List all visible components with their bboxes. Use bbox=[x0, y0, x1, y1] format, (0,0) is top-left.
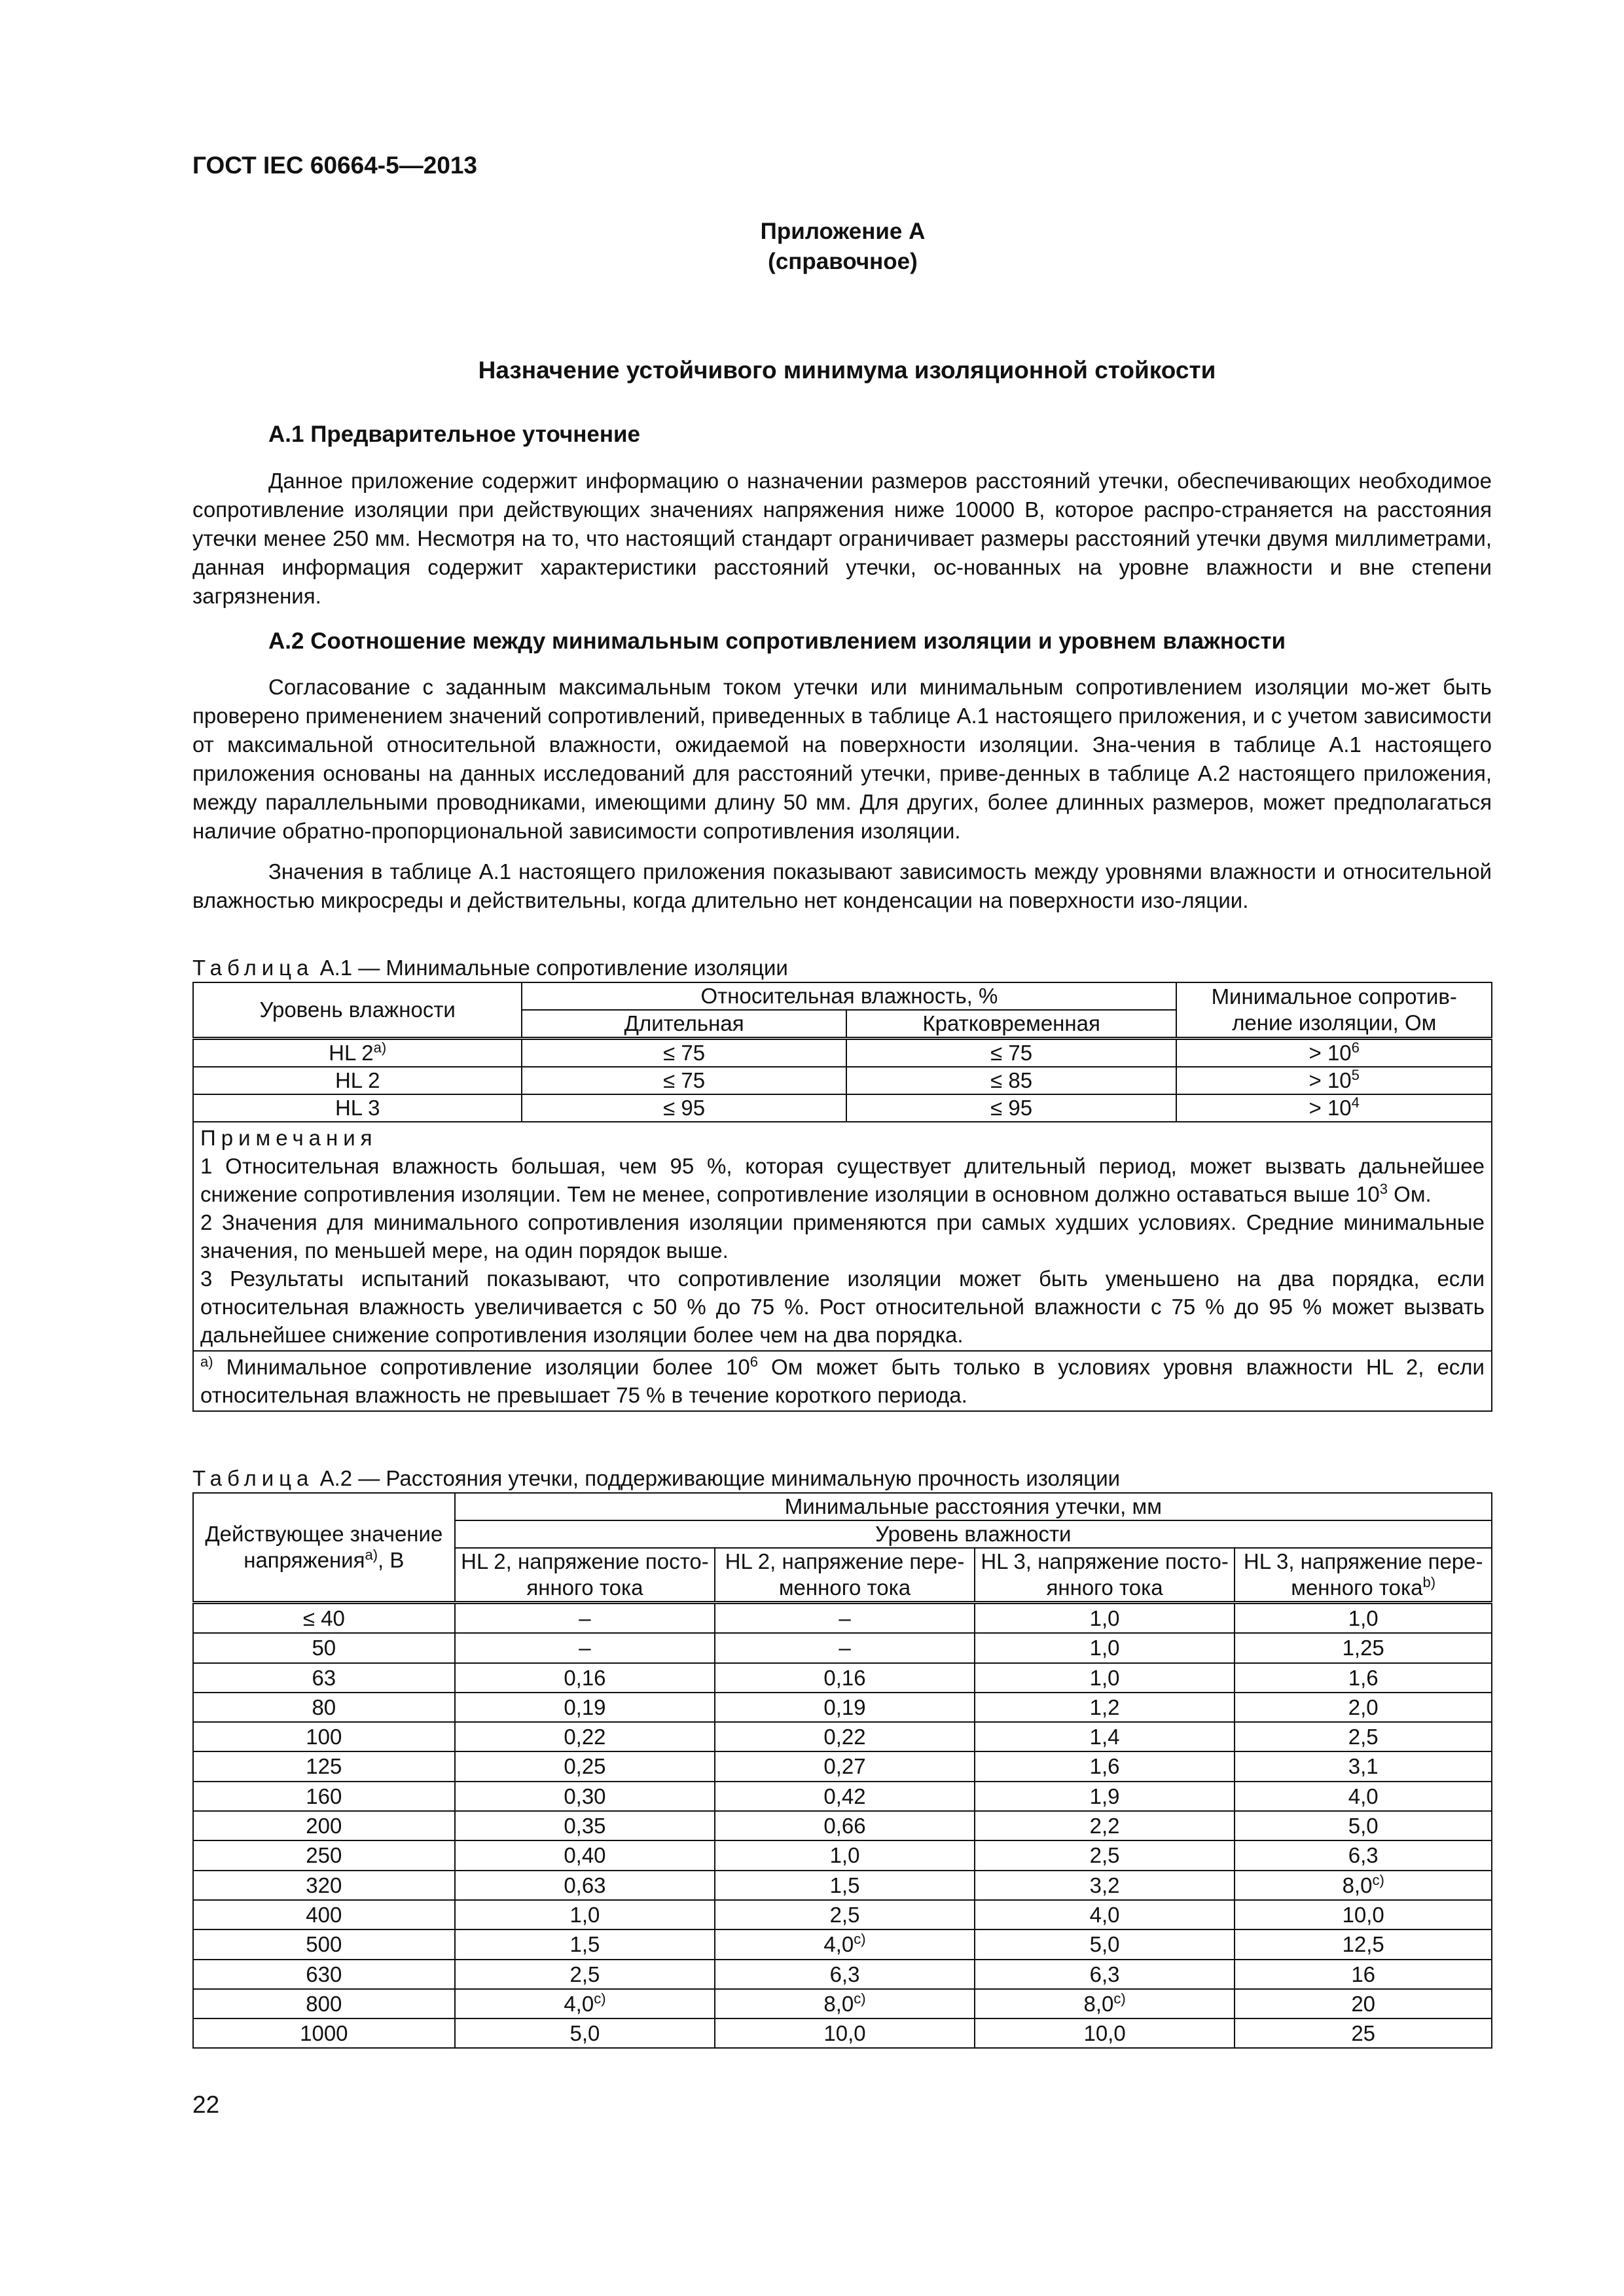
table-a2-body bbox=[193, 1603, 1492, 2049]
table-cell: 0,16 bbox=[455, 1663, 715, 1693]
table-cell: – bbox=[455, 1603, 715, 1634]
table-cell: 1,5 bbox=[455, 1929, 715, 1959]
table-cell: 16 bbox=[1235, 1960, 1492, 1989]
table-row bbox=[193, 1693, 1492, 1722]
table-cell: 1,0 bbox=[975, 1603, 1235, 1634]
table-cell: 0,63 bbox=[455, 1871, 715, 1900]
table-row bbox=[193, 2018, 1492, 2048]
table-cell: > $10^5$ bbox=[1176, 1067, 1492, 1094]
table-cell: 2,5 bbox=[975, 1840, 1235, 1870]
footnote-mark: а) bbox=[373, 1039, 387, 1056]
table-cell: ≤ 40 bbox=[193, 1603, 455, 1634]
table-a1-footnote-row bbox=[193, 1351, 1492, 1411]
table-row bbox=[193, 1782, 1492, 1811]
table-cell: 5,0 bbox=[975, 1929, 1235, 1959]
table-row bbox=[193, 1900, 1492, 1929]
table-cell: 25 bbox=[1235, 2018, 1492, 2048]
table-a2-header-c2: HL 2, напряжение пере-менного тока bbox=[715, 1548, 975, 1603]
table-a2-caption-text: А.2 — Расстояния утечки, поддерживающие минимальную прочность изоляции bbox=[319, 1466, 1121, 1490]
table-cell: HL 3 bbox=[193, 1094, 522, 1122]
table-cell: 8,0$^{c)}$ bbox=[1235, 1871, 1492, 1900]
appendix-label: Приложение А bbox=[760, 219, 926, 244]
table-a1-header-short: Кратковременная bbox=[846, 1010, 1177, 1039]
table-cell: ≤ 75 bbox=[522, 1067, 846, 1094]
table-a1 bbox=[192, 982, 1492, 1412]
table-cell: 2,0 bbox=[1235, 1693, 1492, 1722]
table-cell: ≤ 75 bbox=[846, 1039, 1177, 1067]
table-a2-header-c3: HL 3, напряжение посто-янного тока bbox=[975, 1548, 1235, 1603]
table-cell: 10,0 bbox=[715, 2018, 975, 2048]
table-row bbox=[193, 1871, 1492, 1900]
table-cell: 8,0$^{c)}$ bbox=[975, 1989, 1235, 2018]
table-row bbox=[193, 1633, 1492, 1662]
table-a1-caption-text: А.1 — Минимальные сопротивление изоляции bbox=[319, 956, 788, 980]
table-row bbox=[193, 1067, 1492, 1094]
table-cell: 0,40 bbox=[455, 1840, 715, 1870]
table-row bbox=[193, 1929, 1492, 1959]
table-a2-header-c1: HL 2, напряжение посто-янного тока bbox=[455, 1548, 715, 1603]
table-cell: 1,6 bbox=[1235, 1663, 1492, 1693]
table-cell: 3,1 bbox=[1235, 1751, 1492, 1781]
table-cell: 160 bbox=[193, 1782, 455, 1811]
section-a2-paragraph-2: Значения в таблице А.1 настоящего приложения показывают зависимость между уровнями влажности и относительной влажностью микросреды и действительны, когда длительно нет конденсации на поверхности изо-ляции. bbox=[192, 859, 1492, 912]
table-cell: – bbox=[455, 1633, 715, 1662]
table-row bbox=[193, 1811, 1492, 1840]
table-cell: 0,66 bbox=[715, 1811, 975, 1840]
note-2: 2 Значения для минимального сопротивления изоляции применяются при самых худших условиях. Средние минимальные значения, по меньшей мере, на один порядок выше. bbox=[200, 1210, 1485, 1263]
table-a1-header-rh: Относительная влажность, % bbox=[522, 982, 1176, 1010]
table-cell: 10,0 bbox=[1235, 1900, 1492, 1929]
table-cell: 80 bbox=[193, 1693, 455, 1722]
table-cell: ≤ 95 bbox=[846, 1094, 1177, 1122]
table-cell: 8,0$^{c)}$ bbox=[715, 1989, 975, 2018]
table-a1-caption bbox=[192, 956, 788, 980]
table-cell: 1,0 bbox=[1235, 1603, 1492, 1634]
table-cell: 0,35 bbox=[455, 1811, 715, 1840]
table-row bbox=[193, 1039, 1492, 1067]
table-cell: 0,16 bbox=[715, 1663, 975, 1693]
table-cell: 5,0 bbox=[455, 2018, 715, 2048]
table-a1-header-min-res: Минимальное сопротив-ление изоляции, Ом bbox=[1176, 982, 1492, 1039]
table-row bbox=[193, 1751, 1492, 1781]
appendix-type: (справочное) bbox=[768, 249, 918, 274]
notes-title: Примечания bbox=[200, 1126, 378, 1150]
table-cell: 3,2 bbox=[975, 1871, 1235, 1900]
appendix-title: Назначение устойчивого минимума изоляционной стойкости bbox=[478, 357, 1216, 384]
table-cell: 1,5 bbox=[715, 1871, 975, 1900]
table-cell: 500 bbox=[193, 1929, 455, 1959]
table-cell: – bbox=[715, 1603, 975, 1634]
section-a1-title: А.1 Предварительное уточнение bbox=[268, 422, 641, 447]
table-cell: 5,0 bbox=[1235, 1811, 1492, 1840]
table-cell: 0,22 bbox=[715, 1722, 975, 1751]
table-cell: 1,2 bbox=[975, 1693, 1235, 1722]
table-cell: 6,3 bbox=[715, 1960, 975, 1989]
table-cell: 1000 bbox=[193, 2018, 455, 2048]
document-code: ГОСТ IEC 60664-5—2013 bbox=[192, 152, 478, 179]
table-a1-header-row-1 bbox=[193, 982, 1492, 1010]
table-a1-notes bbox=[193, 1122, 1492, 1351]
table-cell: 4,0$^{c)}$ bbox=[455, 1989, 715, 2018]
footnote-mark: а) bbox=[200, 1354, 213, 1370]
table-cell: HL $2^{а)}$ bbox=[193, 1039, 522, 1067]
table-cell: 400 bbox=[193, 1900, 455, 1929]
table-cell: 320 bbox=[193, 1871, 455, 1900]
table-cell: HL 2 bbox=[193, 1067, 522, 1094]
note-1: 1 Относительная влажность большая, чем 95 %, которая существует длительный период, может вызвать дальнейшее снижение сопротивления изоляции. Тем не менее, сопротивление изоляции в основном должно оставаться выше $10^3$ Ом. bbox=[200, 1154, 1485, 1206]
table-cell: 6,3 bbox=[1235, 1840, 1492, 1870]
table-cell: 1,0 bbox=[975, 1663, 1235, 1693]
section-a1-paragraph: Данное приложение содержит информацию о назначении размеров расстояний утечки, обеспечивающих необходимое сопротивление изоляции при действующих значениях напряжения ниже 10000 В, которое распро-страняется на расстояния утечки менее 250 мм. Несмотря на то, что настоящий стандарт ограничивает размеры расстояний утечки двумя миллиметрами, данная информация содержит характеристики расстояний утечки, ос-нованных на уровне влажности и вне степени загрязнения. bbox=[192, 469, 1492, 608]
table-cell: 2,2 bbox=[975, 1811, 1235, 1840]
table-cell: > $10^6$ bbox=[1176, 1039, 1492, 1067]
table-cell: – bbox=[715, 1633, 975, 1662]
table-row bbox=[193, 1094, 1492, 1122]
table-cell: 0,22 bbox=[455, 1722, 715, 1751]
table-cell: 1,0 bbox=[455, 1900, 715, 1929]
table-a2-header-voltage: Действующее значение напряжения$^{а)}$, В bbox=[193, 1493, 455, 1603]
table-a2-caption-word: Таблица bbox=[192, 1466, 314, 1490]
table-row bbox=[193, 1840, 1492, 1870]
table-cell: 1,0 bbox=[715, 1840, 975, 1870]
table-row bbox=[193, 1989, 1492, 2018]
table-a1-caption-word: Таблица bbox=[192, 956, 314, 980]
table-row bbox=[193, 1603, 1492, 1634]
table-cell: 630 bbox=[193, 1960, 455, 1989]
table-cell: 0,19 bbox=[715, 1693, 975, 1722]
table-cell: 200 bbox=[193, 1811, 455, 1840]
table-cell: 1,9 bbox=[975, 1782, 1235, 1811]
note-3: 3 Результаты испытаний показывают, что сопротивление изоляции может быть уменьшено на два порядка, если относительная влажность увеличивается с 50 % до 75 %. Рост относительной влажности с 75 % до 95 % может вызвать дальнейшее снижение сопротивления изоляции более чем на два порядка. bbox=[200, 1266, 1485, 1347]
table-cell: ≤ 95 bbox=[522, 1094, 846, 1122]
table-cell: 0,27 bbox=[715, 1751, 975, 1781]
section-a2-paragraph-1: Согласование с заданным максимальным током утечки или минимальным сопротивлением изоляции мо-жет быть проверено применением значений сопротивлений, приведенных в таблице А.1 настоящего приложения, и с учетом зависимости от максимальной относительной влажности, ожидаемой на поверхности изоляции. Зна-чения в таблице А.1 настоящего приложения основаны на данных исследований для расстояний утечки, приве-денных в таблице А.2 настоящего приложения, между параллельными проводниками, имеющими длину 50 мм. Для других, более длинных размеров, может предполагаться наличие обратно-пропорциональной зависимости сопротивления изоляции. bbox=[192, 675, 1492, 843]
page-number: 22 bbox=[192, 2091, 220, 2118]
table-cell: 0,19 bbox=[455, 1693, 715, 1722]
table-cell: > $10^4$ bbox=[1176, 1094, 1492, 1122]
table-cell: ≤ 85 bbox=[846, 1067, 1177, 1094]
table-cell: 1,4 bbox=[975, 1722, 1235, 1751]
table-a1-notes-row bbox=[193, 1122, 1492, 1351]
table-a2-header-min-dist: Минимальные расстояния утечки, мм bbox=[455, 1493, 1492, 1520]
table-cell: 4,0 bbox=[975, 1900, 1235, 1929]
table-cell: 2,5 bbox=[1235, 1722, 1492, 1751]
table-a2-header-row-1 bbox=[193, 1493, 1492, 1520]
table-a1-footnote: $^{а)}$ Минимальное сопротивление изоляции более $10^6$ Ом может быть только в условиях уровня влажности HL 2, если относительная влажность не превышает 75 % в течение короткого периода. bbox=[193, 1351, 1492, 1411]
table-cell: 4,0$^{c)}$ bbox=[715, 1929, 975, 1959]
table-cell: 50 bbox=[193, 1633, 455, 1662]
table-cell: 1,6 bbox=[975, 1751, 1235, 1781]
table-a1-header-level: Уровень влажности bbox=[193, 982, 522, 1039]
table-cell: 4,0 bbox=[1235, 1782, 1492, 1811]
table-cell: ≤ 75 bbox=[522, 1039, 846, 1067]
table-a2-header-level: Уровень влажности bbox=[455, 1520, 1492, 1548]
table-cell: 12,5 bbox=[1235, 1929, 1492, 1959]
table-cell: 250 bbox=[193, 1840, 455, 1870]
table-a1-header-long: Длительная bbox=[522, 1010, 846, 1039]
table-cell: 1,0 bbox=[975, 1633, 1235, 1662]
table-a2-header-c4: HL 3, напряжение пере-менного тока$^{b)}$ bbox=[1235, 1548, 1492, 1603]
table-cell: 2,5 bbox=[455, 1960, 715, 1989]
table-row bbox=[193, 1960, 1492, 1989]
table-cell: 2,5 bbox=[715, 1900, 975, 1929]
table-cell: 0,25 bbox=[455, 1751, 715, 1781]
table-cell: 0,30 bbox=[455, 1782, 715, 1811]
section-a2-title: А.2 Соотношение между минимальным сопротивлением изоляции и уровнем влажности bbox=[268, 628, 1286, 654]
table-cell: 10,0 bbox=[975, 2018, 1235, 2048]
table-row bbox=[193, 1722, 1492, 1751]
table-a2-caption bbox=[192, 1466, 1120, 1491]
table-cell: 800 bbox=[193, 1989, 455, 2018]
table-cell: 20 bbox=[1235, 1989, 1492, 2018]
table-row bbox=[193, 1663, 1492, 1693]
table-cell: 100 bbox=[193, 1722, 455, 1751]
table-cell: 63 bbox=[193, 1663, 455, 1693]
table-cell: 125 bbox=[193, 1751, 455, 1781]
table-cell: 6,3 bbox=[975, 1960, 1235, 1989]
table-a2 bbox=[192, 1492, 1492, 2049]
table-cell: 1,25 bbox=[1235, 1633, 1492, 1662]
table-cell: 0,42 bbox=[715, 1782, 975, 1811]
